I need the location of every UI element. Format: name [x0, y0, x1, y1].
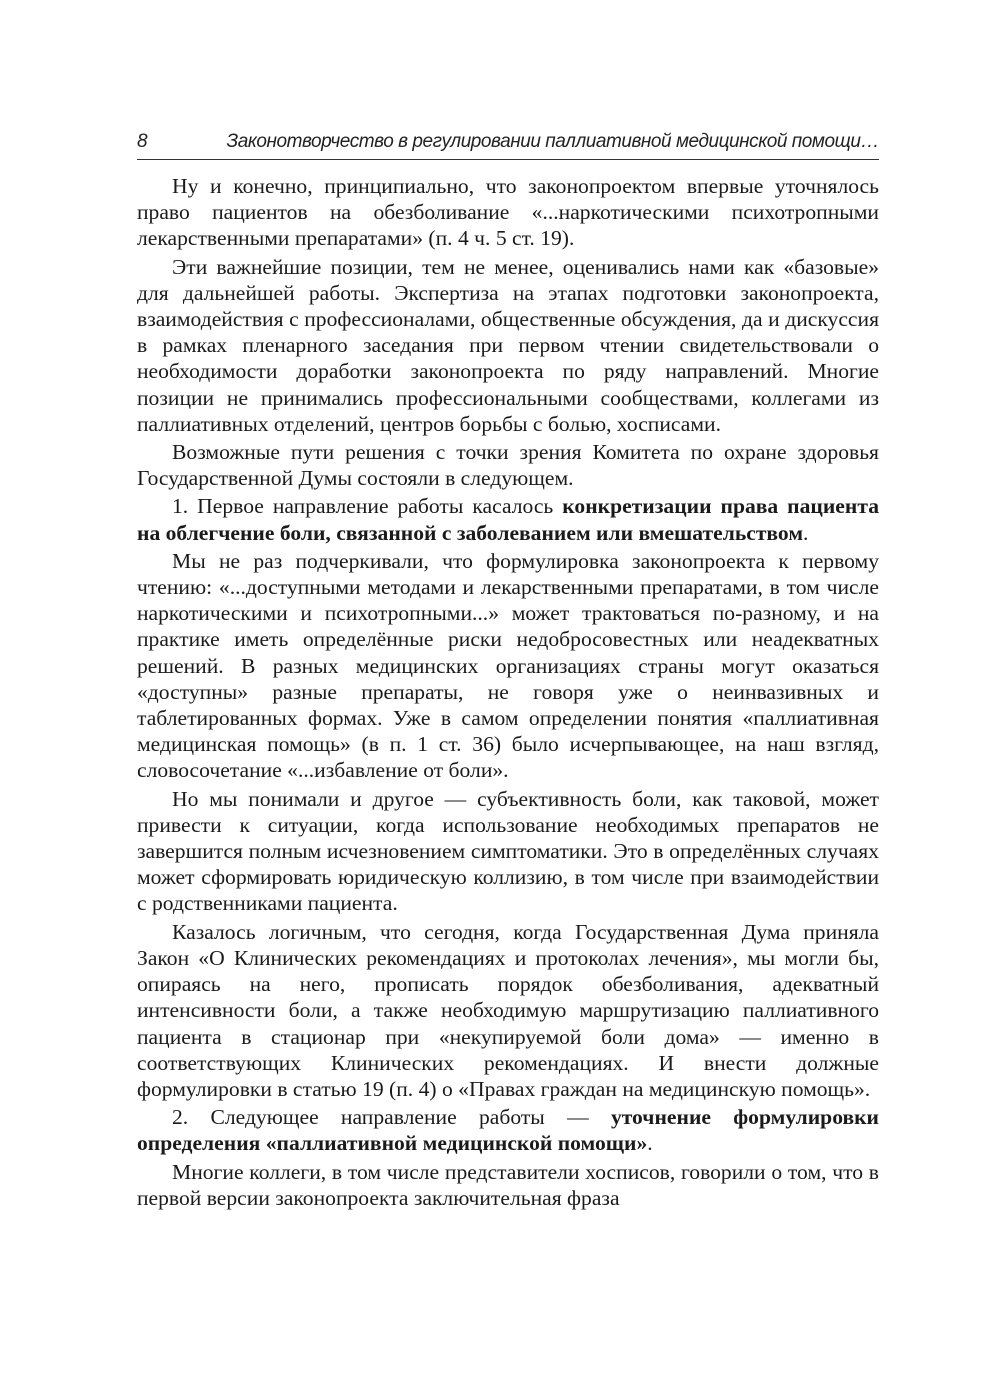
- running-header: [137, 127, 879, 160]
- paragraph: Возможные пути решения с точки зрения Комитета по охране здоровья Государственной Думы состояли в следующем.: [137, 440, 879, 491]
- paragraph: Но мы понимали и другое — субъективность боли, как таковой, может привести к ситуации, когда использование необходимых препаратов не завершится полным исчезновением симптоматики. Это в определённых случаях может сформировать юридическую коллизию, в том числе при взаимодействии с родственниками пациента.: [137, 786, 879, 916]
- paragraph: [137, 1104, 879, 1156]
- paragraph: Казалось логичным, что сегодня, когда Государственная Дума приняла Закон «О Клинических рекомендациях и протоколах лечения», мы могли бы, опираясь на него, прописать порядок обезболивания, адекватный интенсивности боли, а также необходимую маршрутизацию паллиативного пациента в стационар при «некупируемой боли дома» — именно в соответствующих Клинических рекомендациях. И внести должные формулировки в статью 19 (п. 4) о «Правах граждан на медицинскую помощь».: [137, 919, 879, 1101]
- paragraph-text: .: [647, 1131, 653, 1156]
- paragraph-text: 1. Первое направление работы касалось: [172, 494, 563, 519]
- paragraph-text: 2. Следующее направление работы —: [172, 1105, 611, 1130]
- paragraph: [137, 493, 879, 545]
- emphasis-text: конкретизации права пациента на облегчение боли, связанной с заболеванием или вмешательством: [137, 494, 880, 545]
- emphasis-text: уточнение формулировки определения «паллиативной медицинской помощи»: [137, 1105, 879, 1156]
- paragraph: Многие коллеги, в том числе представители хосписов, говорили о том, что в первой версии законопроекта заключительная фраза: [137, 1159, 879, 1210]
- paragraph: Ну и конечно, принципиально, что законопроектом впервые уточнялось право пациентов на обезболивание «...наркотическими психотропными лекарственными препаратами» (п. 4 ч. 5 ст. 19).: [137, 174, 879, 251]
- paragraph-text: .: [803, 520, 809, 545]
- paragraph: Эти важнейшие позиции, тем не менее, оценивались нами как «базовые» для дальнейшей работы. Экспертиза на этапах подготовки законопроекта, взаимодействия с профессионалами, общественные обсуждения, да и дискуссия в рамках пленарного заседания при первом чтении свидетельствовали о необходимости доработки законопроекта по ряду направлений. Многие позиции не принимались профессиональными сообществами, коллегами из паллиативных отделений, центров борьбы с болью, хосписами.: [137, 254, 879, 436]
- running-title: Законотворчество в регулировании паллиативной медицинской помощи…: [226, 131, 879, 152]
- page-body: [137, 173, 879, 1211]
- paragraph: Мы не раз подчеркивали, что формулировка законопроекта к первому чтению: «...доступными методами и лекарственными препаратами, в том числе наркотическими и психотропными...» может трактоваться по-разному, и на практике иметь определённые риски недобросовестных или неадекватных решений. В разных медицинских организациях страны могут оказаться «доступны» разные препараты, не говоря уже о неинвазивных и таблетированных формах. Уже в самом определении понятия «паллиативная медицинская помощь» (в п. 1 ст. 36) было исчерпывающее, на наш взгляд, словосочетание «...избавление от боли».: [137, 548, 879, 783]
- page-number: 8: [137, 131, 148, 152]
